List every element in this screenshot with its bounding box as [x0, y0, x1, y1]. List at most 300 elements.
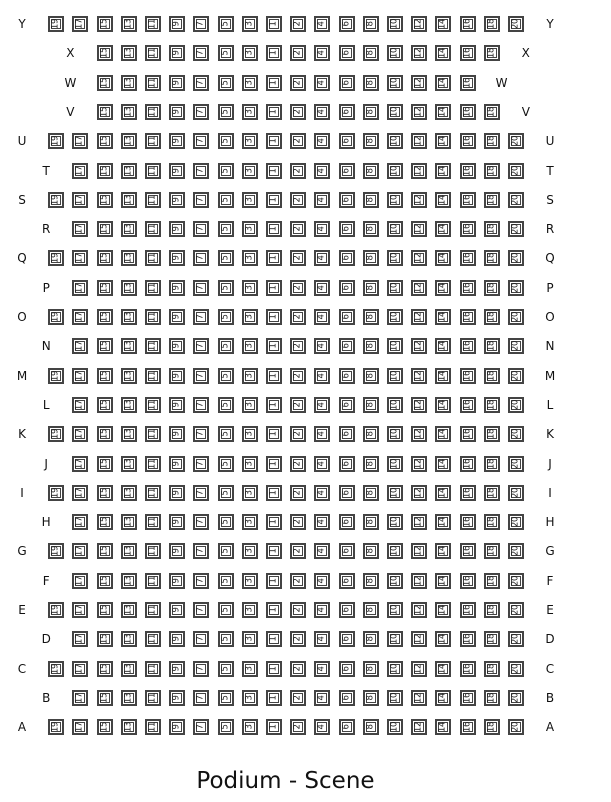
seat-K-7[interactable] — [193, 426, 209, 442]
seat-T-20[interactable] — [508, 163, 524, 179]
seat-D-8[interactable] — [363, 631, 379, 647]
seat-V-5[interactable] — [218, 104, 234, 120]
seat-K-12[interactable] — [411, 426, 427, 442]
seat-A-6[interactable] — [339, 719, 355, 735]
seat-F-8[interactable] — [363, 573, 379, 589]
seat-Y-5[interactable] — [218, 16, 234, 32]
seat-E-11[interactable] — [145, 602, 161, 618]
seat-M-7[interactable] — [193, 368, 209, 384]
seat-Q-1[interactable] — [266, 250, 282, 266]
seat-Q-4[interactable] — [314, 250, 330, 266]
seat-C-17[interactable] — [72, 661, 88, 677]
seat-G-4[interactable] — [314, 543, 330, 559]
seat-I-19[interactable] — [48, 485, 64, 501]
seat-I-11[interactable] — [145, 485, 161, 501]
seat-K-11[interactable] — [145, 426, 161, 442]
seat-P-13[interactable] — [121, 280, 137, 296]
seat-J-2[interactable] — [290, 456, 306, 472]
seat-C-13[interactable] — [121, 661, 137, 677]
seat-R-9[interactable] — [169, 221, 185, 237]
seat-F-5[interactable] — [218, 573, 234, 589]
seat-I-9[interactable] — [169, 485, 185, 501]
seat-C-2[interactable] — [290, 661, 306, 677]
seat-C-12[interactable] — [411, 661, 427, 677]
seat-S-10[interactable] — [387, 192, 403, 208]
seat-Y-9[interactable] — [169, 16, 185, 32]
seat-C-10[interactable] — [387, 661, 403, 677]
seat-T-16[interactable] — [460, 163, 476, 179]
seat-U-16[interactable] — [460, 133, 476, 149]
seat-U-12[interactable] — [411, 133, 427, 149]
seat-Y-14[interactable] — [435, 16, 451, 32]
seat-Y-10[interactable] — [387, 16, 403, 32]
seat-G-2[interactable] — [290, 543, 306, 559]
seat-T-1[interactable] — [266, 163, 282, 179]
seat-E-1[interactable] — [266, 602, 282, 618]
seat-S-5[interactable] — [218, 192, 234, 208]
seat-B-15[interactable] — [97, 690, 113, 706]
seat-D-10[interactable] — [387, 631, 403, 647]
seat-H-8[interactable] — [363, 514, 379, 530]
seat-J-9[interactable] — [169, 456, 185, 472]
seat-M-8[interactable] — [363, 368, 379, 384]
seat-X-8[interactable] — [363, 45, 379, 61]
seat-D-6[interactable] — [339, 631, 355, 647]
seat-B-8[interactable] — [363, 690, 379, 706]
seat-Q-19[interactable] — [48, 250, 64, 266]
seat-L-3[interactable] — [242, 397, 258, 413]
seat-A-1[interactable] — [266, 719, 282, 735]
seat-B-17[interactable] — [72, 690, 88, 706]
seat-D-7[interactable] — [193, 631, 209, 647]
seat-S-16[interactable] — [460, 192, 476, 208]
seat-V-6[interactable] — [339, 104, 355, 120]
seat-V-12[interactable] — [411, 104, 427, 120]
seat-Y-18[interactable] — [484, 16, 500, 32]
seat-N-8[interactable] — [363, 338, 379, 354]
seat-F-11[interactable] — [145, 573, 161, 589]
seat-X-3[interactable] — [242, 45, 258, 61]
seat-V-15[interactable] — [97, 104, 113, 120]
seat-I-5[interactable] — [218, 485, 234, 501]
seat-O-12[interactable] — [411, 309, 427, 325]
seat-P-10[interactable] — [387, 280, 403, 296]
seat-S-18[interactable] — [484, 192, 500, 208]
seat-L-5[interactable] — [218, 397, 234, 413]
seat-X-13[interactable] — [121, 45, 137, 61]
seat-J-12[interactable] — [411, 456, 427, 472]
seat-O-9[interactable] — [169, 309, 185, 325]
seat-L-7[interactable] — [193, 397, 209, 413]
seat-V-1[interactable] — [266, 104, 282, 120]
seat-O-7[interactable] — [193, 309, 209, 325]
seat-B-10[interactable] — [387, 690, 403, 706]
seat-D-9[interactable] — [169, 631, 185, 647]
seat-E-3[interactable] — [242, 602, 258, 618]
seat-P-18[interactable] — [484, 280, 500, 296]
seat-R-13[interactable] — [121, 221, 137, 237]
seat-K-19[interactable] — [48, 426, 64, 442]
seat-Y-8[interactable] — [363, 16, 379, 32]
seat-S-12[interactable] — [411, 192, 427, 208]
seat-O-17[interactable] — [72, 309, 88, 325]
seat-N-3[interactable] — [242, 338, 258, 354]
seat-R-12[interactable] — [411, 221, 427, 237]
seat-X-7[interactable] — [193, 45, 209, 61]
seat-I-2[interactable] — [290, 485, 306, 501]
seat-G-1[interactable] — [266, 543, 282, 559]
seat-R-6[interactable] — [339, 221, 355, 237]
seat-F-1[interactable] — [266, 573, 282, 589]
seat-B-13[interactable] — [121, 690, 137, 706]
seat-C-8[interactable] — [363, 661, 379, 677]
seat-U-10[interactable] — [387, 133, 403, 149]
seat-K-16[interactable] — [460, 426, 476, 442]
seat-J-17[interactable] — [72, 456, 88, 472]
seat-H-11[interactable] — [145, 514, 161, 530]
seat-H-16[interactable] — [460, 514, 476, 530]
seat-E-16[interactable] — [460, 602, 476, 618]
seat-G-20[interactable] — [508, 543, 524, 559]
seat-K-4[interactable] — [314, 426, 330, 442]
seat-E-4[interactable] — [314, 602, 330, 618]
seat-G-15[interactable] — [97, 543, 113, 559]
seat-J-13[interactable] — [121, 456, 137, 472]
seat-Q-10[interactable] — [387, 250, 403, 266]
seat-O-20[interactable] — [508, 309, 524, 325]
seat-U-6[interactable] — [339, 133, 355, 149]
seat-T-12[interactable] — [411, 163, 427, 179]
seat-P-2[interactable] — [290, 280, 306, 296]
seat-S-11[interactable] — [145, 192, 161, 208]
seat-B-9[interactable] — [169, 690, 185, 706]
seat-Y-19[interactable] — [48, 16, 64, 32]
seat-K-8[interactable] — [363, 426, 379, 442]
seat-H-6[interactable] — [339, 514, 355, 530]
seat-W-2[interactable] — [290, 75, 306, 91]
seat-F-3[interactable] — [242, 573, 258, 589]
seat-G-6[interactable] — [339, 543, 355, 559]
seat-S-2[interactable] — [290, 192, 306, 208]
seat-C-6[interactable] — [339, 661, 355, 677]
seat-Q-2[interactable] — [290, 250, 306, 266]
seat-E-2[interactable] — [290, 602, 306, 618]
seat-N-20[interactable] — [508, 338, 524, 354]
seat-N-7[interactable] — [193, 338, 209, 354]
seat-M-1[interactable] — [266, 368, 282, 384]
seat-I-8[interactable] — [363, 485, 379, 501]
seat-N-11[interactable] — [145, 338, 161, 354]
seat-P-1[interactable] — [266, 280, 282, 296]
seat-X-1[interactable] — [266, 45, 282, 61]
seat-Y-3[interactable] — [242, 16, 258, 32]
seat-H-4[interactable] — [314, 514, 330, 530]
seat-H-7[interactable] — [193, 514, 209, 530]
seat-U-2[interactable] — [290, 133, 306, 149]
seat-W-11[interactable] — [145, 75, 161, 91]
seat-O-4[interactable] — [314, 309, 330, 325]
seat-M-15[interactable] — [97, 368, 113, 384]
seat-Y-7[interactable] — [193, 16, 209, 32]
seat-D-4[interactable] — [314, 631, 330, 647]
seat-C-1[interactable] — [266, 661, 282, 677]
seat-W-10[interactable] — [387, 75, 403, 91]
seat-K-9[interactable] — [169, 426, 185, 442]
seat-S-6[interactable] — [339, 192, 355, 208]
seat-A-20[interactable] — [508, 719, 524, 735]
seat-A-7[interactable] — [193, 719, 209, 735]
seat-P-11[interactable] — [145, 280, 161, 296]
seat-A-3[interactable] — [242, 719, 258, 735]
seat-X-14[interactable] — [435, 45, 451, 61]
seat-V-18[interactable] — [484, 104, 500, 120]
seat-V-11[interactable] — [145, 104, 161, 120]
seat-F-13[interactable] — [121, 573, 137, 589]
seat-E-19[interactable] — [48, 602, 64, 618]
seat-U-20[interactable] — [508, 133, 524, 149]
seat-S-4[interactable] — [314, 192, 330, 208]
seat-Y-12[interactable] — [411, 16, 427, 32]
seat-B-20[interactable] — [508, 690, 524, 706]
seat-P-9[interactable] — [169, 280, 185, 296]
seat-N-12[interactable] — [411, 338, 427, 354]
seat-T-18[interactable] — [484, 163, 500, 179]
seat-Q-18[interactable] — [484, 250, 500, 266]
seat-K-5[interactable] — [218, 426, 234, 442]
seat-U-11[interactable] — [145, 133, 161, 149]
seat-N-18[interactable] — [484, 338, 500, 354]
seat-S-15[interactable] — [97, 192, 113, 208]
seat-A-10[interactable] — [387, 719, 403, 735]
seat-F-4[interactable] — [314, 573, 330, 589]
seat-V-9[interactable] — [169, 104, 185, 120]
seat-B-14[interactable] — [435, 690, 451, 706]
seat-P-20[interactable] — [508, 280, 524, 296]
seat-R-10[interactable] — [387, 221, 403, 237]
seat-Y-1[interactable] — [266, 16, 282, 32]
seat-G-16[interactable] — [460, 543, 476, 559]
seat-Q-17[interactable] — [72, 250, 88, 266]
seat-I-7[interactable] — [193, 485, 209, 501]
seat-C-9[interactable] — [169, 661, 185, 677]
seat-J-18[interactable] — [484, 456, 500, 472]
seat-K-3[interactable] — [242, 426, 258, 442]
seat-F-20[interactable] — [508, 573, 524, 589]
seat-T-7[interactable] — [193, 163, 209, 179]
seat-O-13[interactable] — [121, 309, 137, 325]
seat-N-9[interactable] — [169, 338, 185, 354]
seat-T-14[interactable] — [435, 163, 451, 179]
seat-X-15[interactable] — [97, 45, 113, 61]
seat-L-14[interactable] — [435, 397, 451, 413]
seat-U-3[interactable] — [242, 133, 258, 149]
seat-C-5[interactable] — [218, 661, 234, 677]
seat-G-14[interactable] — [435, 543, 451, 559]
seat-Q-15[interactable] — [97, 250, 113, 266]
seat-F-6[interactable] — [339, 573, 355, 589]
seat-U-5[interactable] — [218, 133, 234, 149]
seat-J-6[interactable] — [339, 456, 355, 472]
seat-U-4[interactable] — [314, 133, 330, 149]
seat-U-15[interactable] — [97, 133, 113, 149]
seat-Y-4[interactable] — [314, 16, 330, 32]
seat-M-18[interactable] — [484, 368, 500, 384]
seat-H-13[interactable] — [121, 514, 137, 530]
seat-A-17[interactable] — [72, 719, 88, 735]
seat-D-14[interactable] — [435, 631, 451, 647]
seat-S-20[interactable] — [508, 192, 524, 208]
seat-N-13[interactable] — [121, 338, 137, 354]
seat-H-10[interactable] — [387, 514, 403, 530]
seat-J-1[interactable] — [266, 456, 282, 472]
seat-N-2[interactable] — [290, 338, 306, 354]
seat-L-15[interactable] — [97, 397, 113, 413]
seat-E-7[interactable] — [193, 602, 209, 618]
seat-C-11[interactable] — [145, 661, 161, 677]
seat-T-9[interactable] — [169, 163, 185, 179]
seat-U-9[interactable] — [169, 133, 185, 149]
seat-L-9[interactable] — [169, 397, 185, 413]
seat-B-1[interactable] — [266, 690, 282, 706]
seat-L-13[interactable] — [121, 397, 137, 413]
seat-O-14[interactable] — [435, 309, 451, 325]
seat-Q-14[interactable] — [435, 250, 451, 266]
seat-K-2[interactable] — [290, 426, 306, 442]
seat-H-1[interactable] — [266, 514, 282, 530]
seat-M-3[interactable] — [242, 368, 258, 384]
seat-J-5[interactable] — [218, 456, 234, 472]
seat-B-3[interactable] — [242, 690, 258, 706]
seat-L-6[interactable] — [339, 397, 355, 413]
seat-X-4[interactable] — [314, 45, 330, 61]
seat-Y-17[interactable] — [72, 16, 88, 32]
seat-L-4[interactable] — [314, 397, 330, 413]
seat-O-8[interactable] — [363, 309, 379, 325]
seat-W-1[interactable] — [266, 75, 282, 91]
seat-D-13[interactable] — [121, 631, 137, 647]
seat-P-8[interactable] — [363, 280, 379, 296]
seat-B-12[interactable] — [411, 690, 427, 706]
seat-S-14[interactable] — [435, 192, 451, 208]
seat-A-12[interactable] — [411, 719, 427, 735]
seat-O-15[interactable] — [97, 309, 113, 325]
seat-V-16[interactable] — [460, 104, 476, 120]
seat-F-7[interactable] — [193, 573, 209, 589]
seat-S-17[interactable] — [72, 192, 88, 208]
seat-X-10[interactable] — [387, 45, 403, 61]
seat-I-20[interactable] — [508, 485, 524, 501]
seat-I-15[interactable] — [97, 485, 113, 501]
seat-A-9[interactable] — [169, 719, 185, 735]
seat-D-5[interactable] — [218, 631, 234, 647]
seat-W-15[interactable] — [97, 75, 113, 91]
seat-F-15[interactable] — [97, 573, 113, 589]
seat-Y-11[interactable] — [145, 16, 161, 32]
seat-S-3[interactable] — [242, 192, 258, 208]
seat-Y-2[interactable] — [290, 16, 306, 32]
seat-R-16[interactable] — [460, 221, 476, 237]
seat-M-11[interactable] — [145, 368, 161, 384]
seat-W-8[interactable] — [363, 75, 379, 91]
seat-M-14[interactable] — [435, 368, 451, 384]
seat-D-2[interactable] — [290, 631, 306, 647]
seat-E-15[interactable] — [97, 602, 113, 618]
seat-Q-7[interactable] — [193, 250, 209, 266]
seat-I-17[interactable] — [72, 485, 88, 501]
seat-V-14[interactable] — [435, 104, 451, 120]
seat-X-6[interactable] — [339, 45, 355, 61]
seat-M-19[interactable] — [48, 368, 64, 384]
seat-E-20[interactable] — [508, 602, 524, 618]
seat-P-17[interactable] — [72, 280, 88, 296]
seat-U-1[interactable] — [266, 133, 282, 149]
seat-O-10[interactable] — [387, 309, 403, 325]
seat-D-3[interactable] — [242, 631, 258, 647]
seat-P-16[interactable] — [460, 280, 476, 296]
seat-D-20[interactable] — [508, 631, 524, 647]
seat-C-20[interactable] — [508, 661, 524, 677]
seat-F-12[interactable] — [411, 573, 427, 589]
seat-E-14[interactable] — [435, 602, 451, 618]
seat-I-13[interactable] — [121, 485, 137, 501]
seat-I-14[interactable] — [435, 485, 451, 501]
seat-B-18[interactable] — [484, 690, 500, 706]
seat-K-6[interactable] — [339, 426, 355, 442]
seat-H-5[interactable] — [218, 514, 234, 530]
seat-A-18[interactable] — [484, 719, 500, 735]
seat-O-3[interactable] — [242, 309, 258, 325]
seat-I-1[interactable] — [266, 485, 282, 501]
seat-N-17[interactable] — [72, 338, 88, 354]
seat-J-3[interactable] — [242, 456, 258, 472]
seat-R-2[interactable] — [290, 221, 306, 237]
seat-Y-20[interactable] — [508, 16, 524, 32]
seat-N-10[interactable] — [387, 338, 403, 354]
seat-O-11[interactable] — [145, 309, 161, 325]
seat-C-19[interactable] — [48, 661, 64, 677]
seat-U-13[interactable] — [121, 133, 137, 149]
seat-M-9[interactable] — [169, 368, 185, 384]
seat-S-9[interactable] — [169, 192, 185, 208]
seat-X-9[interactable] — [169, 45, 185, 61]
seat-V-7[interactable] — [193, 104, 209, 120]
seat-T-13[interactable] — [121, 163, 137, 179]
seat-U-18[interactable] — [484, 133, 500, 149]
seat-V-8[interactable] — [363, 104, 379, 120]
seat-M-20[interactable] — [508, 368, 524, 384]
seat-D-12[interactable] — [411, 631, 427, 647]
seat-E-18[interactable] — [484, 602, 500, 618]
seat-S-7[interactable] — [193, 192, 209, 208]
seat-F-9[interactable] — [169, 573, 185, 589]
seat-C-14[interactable] — [435, 661, 451, 677]
seat-G-3[interactable] — [242, 543, 258, 559]
seat-I-12[interactable] — [411, 485, 427, 501]
seat-C-3[interactable] — [242, 661, 258, 677]
seat-A-19[interactable] — [48, 719, 64, 735]
seat-O-6[interactable] — [339, 309, 355, 325]
seat-E-5[interactable] — [218, 602, 234, 618]
seat-T-11[interactable] — [145, 163, 161, 179]
seat-O-16[interactable] — [460, 309, 476, 325]
seat-X-12[interactable] — [411, 45, 427, 61]
seat-A-2[interactable] — [290, 719, 306, 735]
seat-G-12[interactable] — [411, 543, 427, 559]
seat-A-4[interactable] — [314, 719, 330, 735]
seat-T-17[interactable] — [72, 163, 88, 179]
seat-N-4[interactable] — [314, 338, 330, 354]
seat-O-5[interactable] — [218, 309, 234, 325]
